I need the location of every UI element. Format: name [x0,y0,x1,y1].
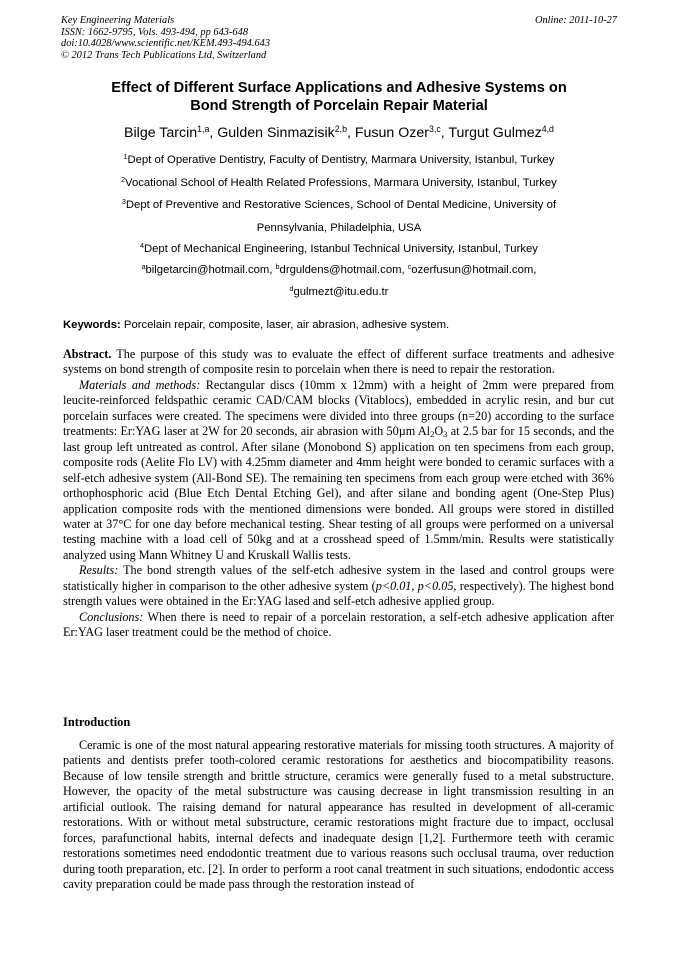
conclusions-text: When there is need to repair of a porcelain restoration, a self-etch adhesive application after Er:YAG laser treatment could be the method of choice. [63,609,614,640]
email-line-1 [30,264,648,277]
affiliation-sup: 2 [121,177,126,185]
p-value: p<0.05 [417,578,454,593]
email-address: ozerfusun@hotmail.com, [411,264,537,276]
affiliation-sup: 1 [123,154,128,162]
affiliation-1 [30,154,648,167]
abstract-methods [63,378,614,563]
email-sup: c [407,264,412,272]
affiliation-sup: 3 [121,199,126,207]
author-sup: 2,b [334,124,347,135]
author-sup: 4,d [541,124,554,135]
affiliation-3-continued: Pennsylvania, Philadelphia, USA [256,222,422,234]
email-sup: b [275,264,280,272]
affiliation-text: Dept of Preventive and Restorative Sciences, School of Dental Medicine, University of [125,199,557,211]
copyright-line: © 2012 Trans Tech Publications Ltd, Switzerland [61,49,267,61]
email-sup: a [141,264,146,272]
doi-line: doi:10.4028/www.scientific.net/KEM.493-494.643 [61,38,271,50]
methods-text: at 2.5 bar for 15 seconds, and the last group left untreated as control. After silane (Monobond S) application on ten specimens from each group, composite rods (Aelite Flo LV) with 4.25mm diameter and 4mm height were bonded to ceramic surfaces with a self-etch adhesive system (All-Bond SE). The remaining ten specimens from each group were etched with 36% orthophosphoric acid (Blue Etch Dental Etching Gel), and after silane and bonding agent (One-Step Plus) application composite rods with the mentioned dimensions were bonded. All groups were stored in distilled water at 37°C for one day before mechanical testing. Shear testing of all groups were performed on a universal testing machine with a load cell of 50kg and at a crosshead speed of 1.5mm/min. Results were statistically analyzed using Mann Whitney U and Kruskall Wallis tests. [63,424,615,562]
abstract-results [63,563,614,609]
conclusions-label: Conclusions: [79,609,144,624]
online-date: Online: 2011-10-27 [534,15,617,26]
methods-text: Rectangular discs (10mm x 12mm) with a height of 2mm were prepared from leucite-reinforced feldspathic ceramic CAD/CAM blocks (Vitablocs), embedded in acrylic resin, and bur cut porcelain surfaces were created. The specimens were divided into three groups (n=20) according to the surface treatments: Er:YAG laser at 2W for 20 seconds, air abrasion with 50µm Al [63,377,615,439]
author-sup: 3,c [429,124,441,135]
methods-text: O [434,424,444,439]
author-sup: 1,a [197,124,210,135]
affiliation-2 [30,177,648,190]
abstract-conclusions [63,610,614,641]
email-line-2 [30,286,648,299]
journal-name: Key Engineering Materials [61,15,175,26]
journal-header [61,15,617,61]
results-label: Results: [79,563,119,578]
affiliation-4 [30,243,648,256]
results-text: , [411,578,418,593]
issn-line: ISSN: 1662-9795, Vols. 493-494, pp 643-648 [61,26,249,38]
email-sup: d [289,286,294,294]
email-address: gulmezt@itu.edu.tr [293,286,389,298]
abstract [63,347,614,641]
affiliation-text: Vocational School of Health Related Professions, Marmara University, Istanbul, Turkey [125,177,557,189]
keywords-label: Keywords: [63,319,121,331]
author-separator: , [440,125,449,141]
author-name: Fusun Ozer [354,125,429,141]
p-value: p<0.01 [375,578,412,593]
abstract-text: The purpose of this study was to evaluate the effect of different surface treatments and adhesive systems on bond strength of composite resin to porcelain when there is need to repair the restoration. [63,347,614,377]
subscript: 3 [443,429,448,440]
author-name: Turgut Gulmez [448,125,542,141]
title-line-1: Effect of Different Surface Applications and Adhesive Systems on [111,80,567,96]
title-line-2: Bond Strength of Porcelain Repair Material [190,97,488,114]
abstract-label: Abstract. [63,347,112,361]
affiliation-text: Dept of Operative Dentistry, Faculty of Dentistry, Marmara University, Istanbul, Turkey [127,154,555,166]
email-address: drguldens@hotmail.com, [279,264,408,276]
introduction-body [63,738,614,893]
subscript: 2 [430,429,435,440]
affiliation-sup: 4 [140,243,144,251]
results-text: The bond strength values of the self-etch adhesive system in the lased and control groups were statistically higher in comparison to the other adhesive system ( [63,563,614,593]
introduction-heading: Introduction [63,715,131,729]
author-name: Gulden Sinmazisik [217,125,335,141]
affiliation-3 [30,199,648,212]
introduction-paragraph: Ceramic is one of the most natural appearing restorative materials for missing tooth structures. A majority of patients and dentists prefer tooth-colored ceramic restorations for aesthetics and biocompatibility reasons. Because of low tensile strength and brittle structure, ceramics were generally fused to a metal substructure. However, the opacity of the metal substructure was causing decrease in light transmission resulting in an artificial outlook. The raising demand for natural appearance has resulted in development of all-ceramic restorations. With or without metal substructure, ceramic restorations might fracture due to impact, occlusal forces, parafunctional habits, internal defects and inadequate design [1,2]. Furthermore teeth with ceramic restorations sometimes need endodontic treatment due to various reasons such occlusal trauma, over reduction during tooth preparation, etc. [2]. In order to perform a root canal treatment in such situations, endodontic access cavity preparation could be made pass through the restoration instead of [63,738,614,892]
paper-title [40,80,638,115]
results-text: , respectively). The highest bond strength values were obtained in the Er:YAG lased and self-etch adhesive applied group. [63,578,615,609]
author-separator: , [209,125,218,141]
author-list [20,124,658,142]
keywords-text: Porcelain repair, composite, laser, air abrasion, adhesive system. [120,319,450,331]
affiliation-text: Dept of Mechanical Engineering, Istanbul Technical University, Istanbul, Turkey [143,243,538,255]
keywords [63,319,623,332]
email-address: bilgetarcin@hotmail.com, [145,264,276,276]
author-separator: , [346,125,355,141]
abstract-purpose [63,347,614,378]
methods-label: Materials and methods: [79,377,201,392]
author-name: Bilge Tarcin [124,125,198,141]
